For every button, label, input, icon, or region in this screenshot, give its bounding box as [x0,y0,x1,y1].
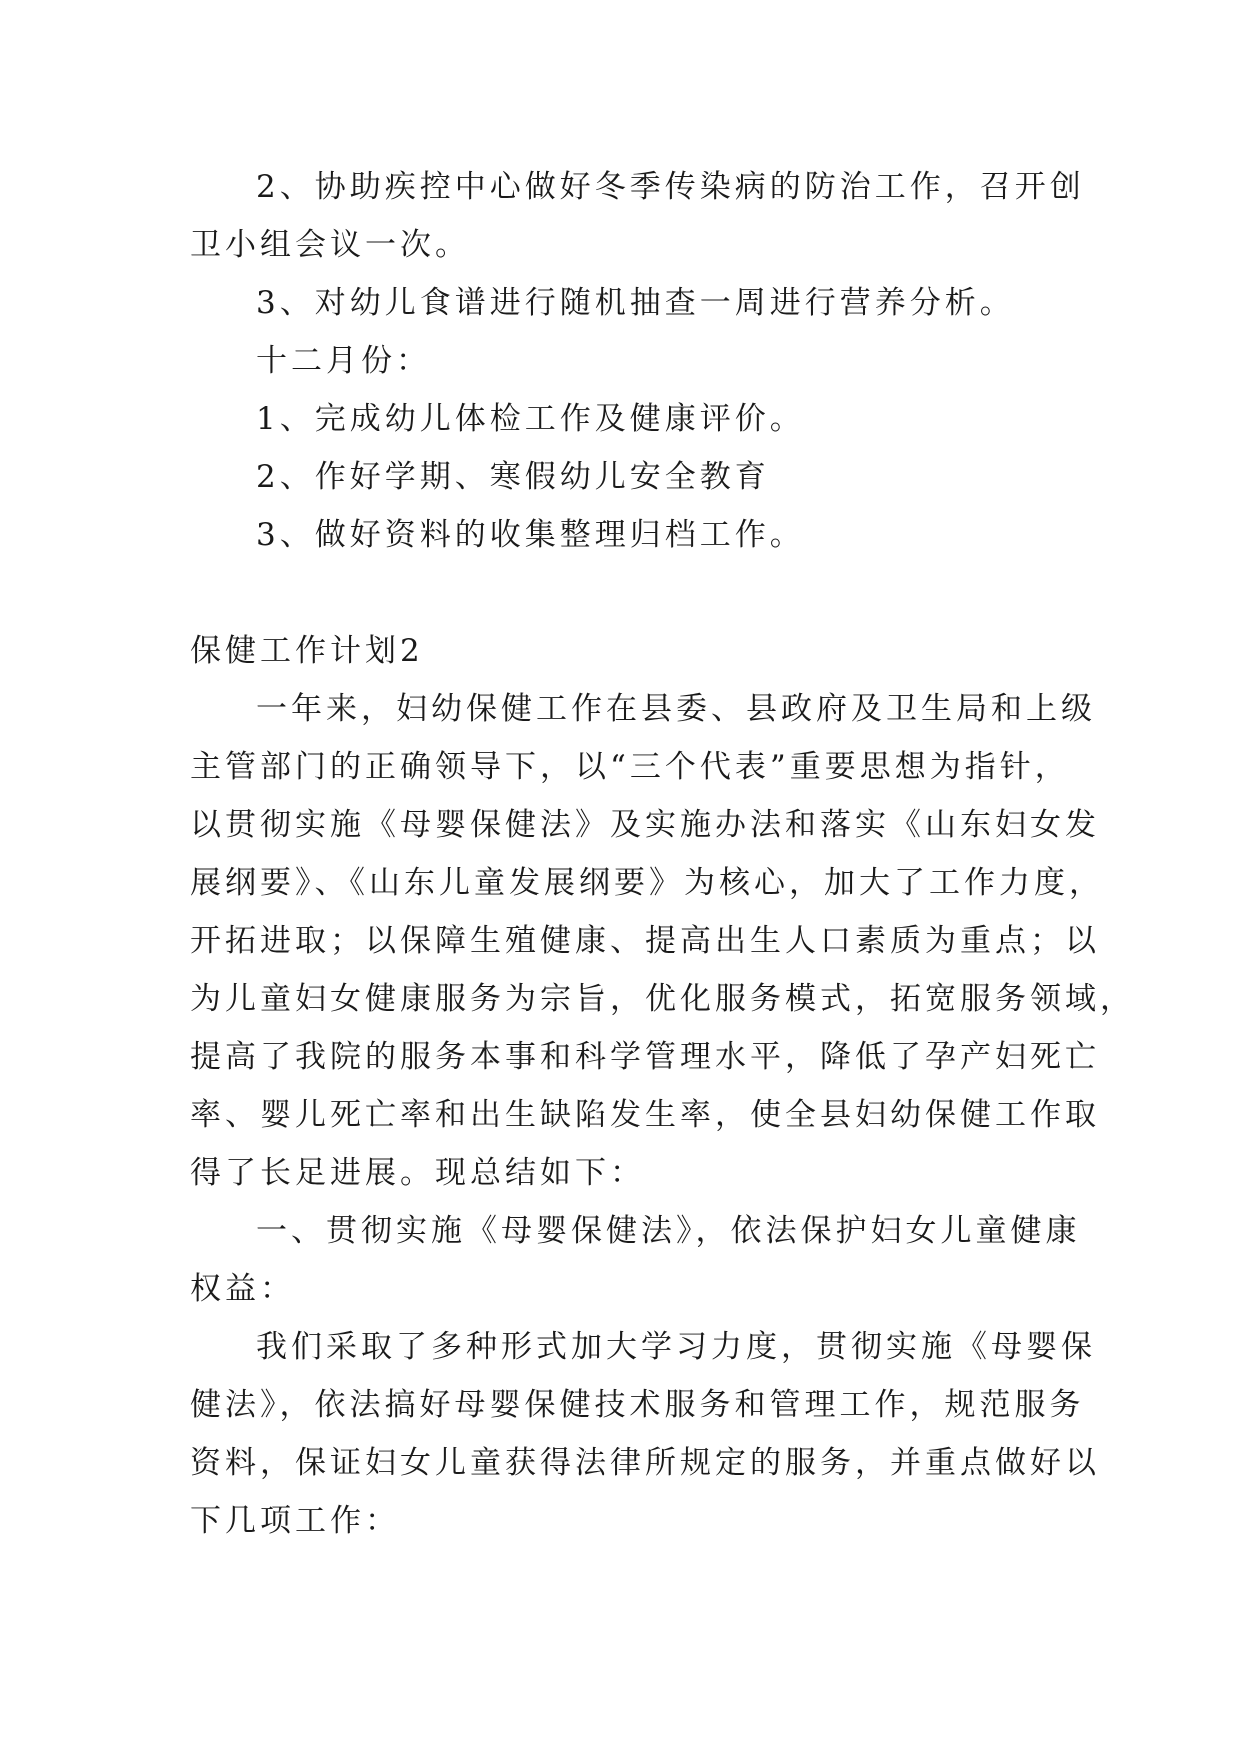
text-line: 十二月份： [256,343,431,379]
section-title-text: 保健工作计划2 [190,633,424,669]
text-line: 2、作好学期、寒假幼儿安全教育 [256,459,770,495]
text-line: 3、对幼儿食谱进行随机抽查一周进行营养分析。 [256,285,1015,321]
text-line: 权益： [190,1271,295,1307]
text-line: 一年来，妇幼保健工作在县委、县政府及卫生局和上级 [256,691,1096,727]
text-line: 率、婴儿死亡率和出生缺陷发生率，使全县妇幼保健工作取 [190,1097,1100,1133]
text-line: 2、协助疾控中心做好冬季传染病的防治工作，召开创 [256,169,1085,205]
text-line: 开拓进取；以保障生殖健康、提高出生人口素质为重点；以 [190,923,1100,959]
text-line: 为儿童妇女健康服务为宗旨，优化服务模式，拓宽服务领域， [190,981,1135,1017]
paragraph-spacer [190,564,1060,622]
text-line: 主管部门的正确领导下，以“三个代表”重要思想为指针， [190,749,1070,785]
text-line: 健法》，依法搞好母婴保健技术服务和管理工作，规范服务 [190,1387,1085,1423]
text-line: 卫小组会议一次。 [190,227,470,263]
section-title [190,622,1060,680]
text-line: 下几项工作： [190,1503,400,1539]
document-body [190,158,1135,1550]
text-line: 提高了我院的服务本事和科学管理水平，降低了孕产妇死亡 [190,1039,1100,1075]
paragraph-section-one-heading [190,1202,1081,1318]
text-line: 1、完成幼儿体检工作及健康评价。 [256,401,805,437]
paragraph-item-3-archiving [190,506,1060,564]
paragraph-item-3-recipe-check [190,274,1060,332]
text-line: 一、贯彻实施《母婴保健法》，依法保护妇女儿童健康 [256,1213,1081,1249]
paragraph-study-measures [190,1318,1100,1550]
paragraph-december-heading [190,332,1060,390]
paragraph-item-1-health-check [190,390,1060,448]
text-line: 资料，保证妇女儿童获得法律所规定的服务，并重点做好以 [190,1445,1100,1481]
text-line: 我们采取了多种形式加大学习力度，贯彻实施《母婴保 [256,1329,1096,1365]
paragraph-item-2-disease-control [190,158,1085,274]
text-line: 3、做好资料的收集整理归档工作。 [256,517,805,553]
text-line: 展纲要》、《山东儿童发展纲要》为核心，加大了工作力度， [190,865,1104,901]
text-line: 得了长足进展。现总结如下： [190,1155,645,1191]
text-line: 以贯彻实施《母婴保健法》及实施办法和落实《山东妇女发 [190,807,1100,843]
paragraph-annual-summary [190,680,1135,1202]
paragraph-item-2-safety-education [190,448,1060,506]
